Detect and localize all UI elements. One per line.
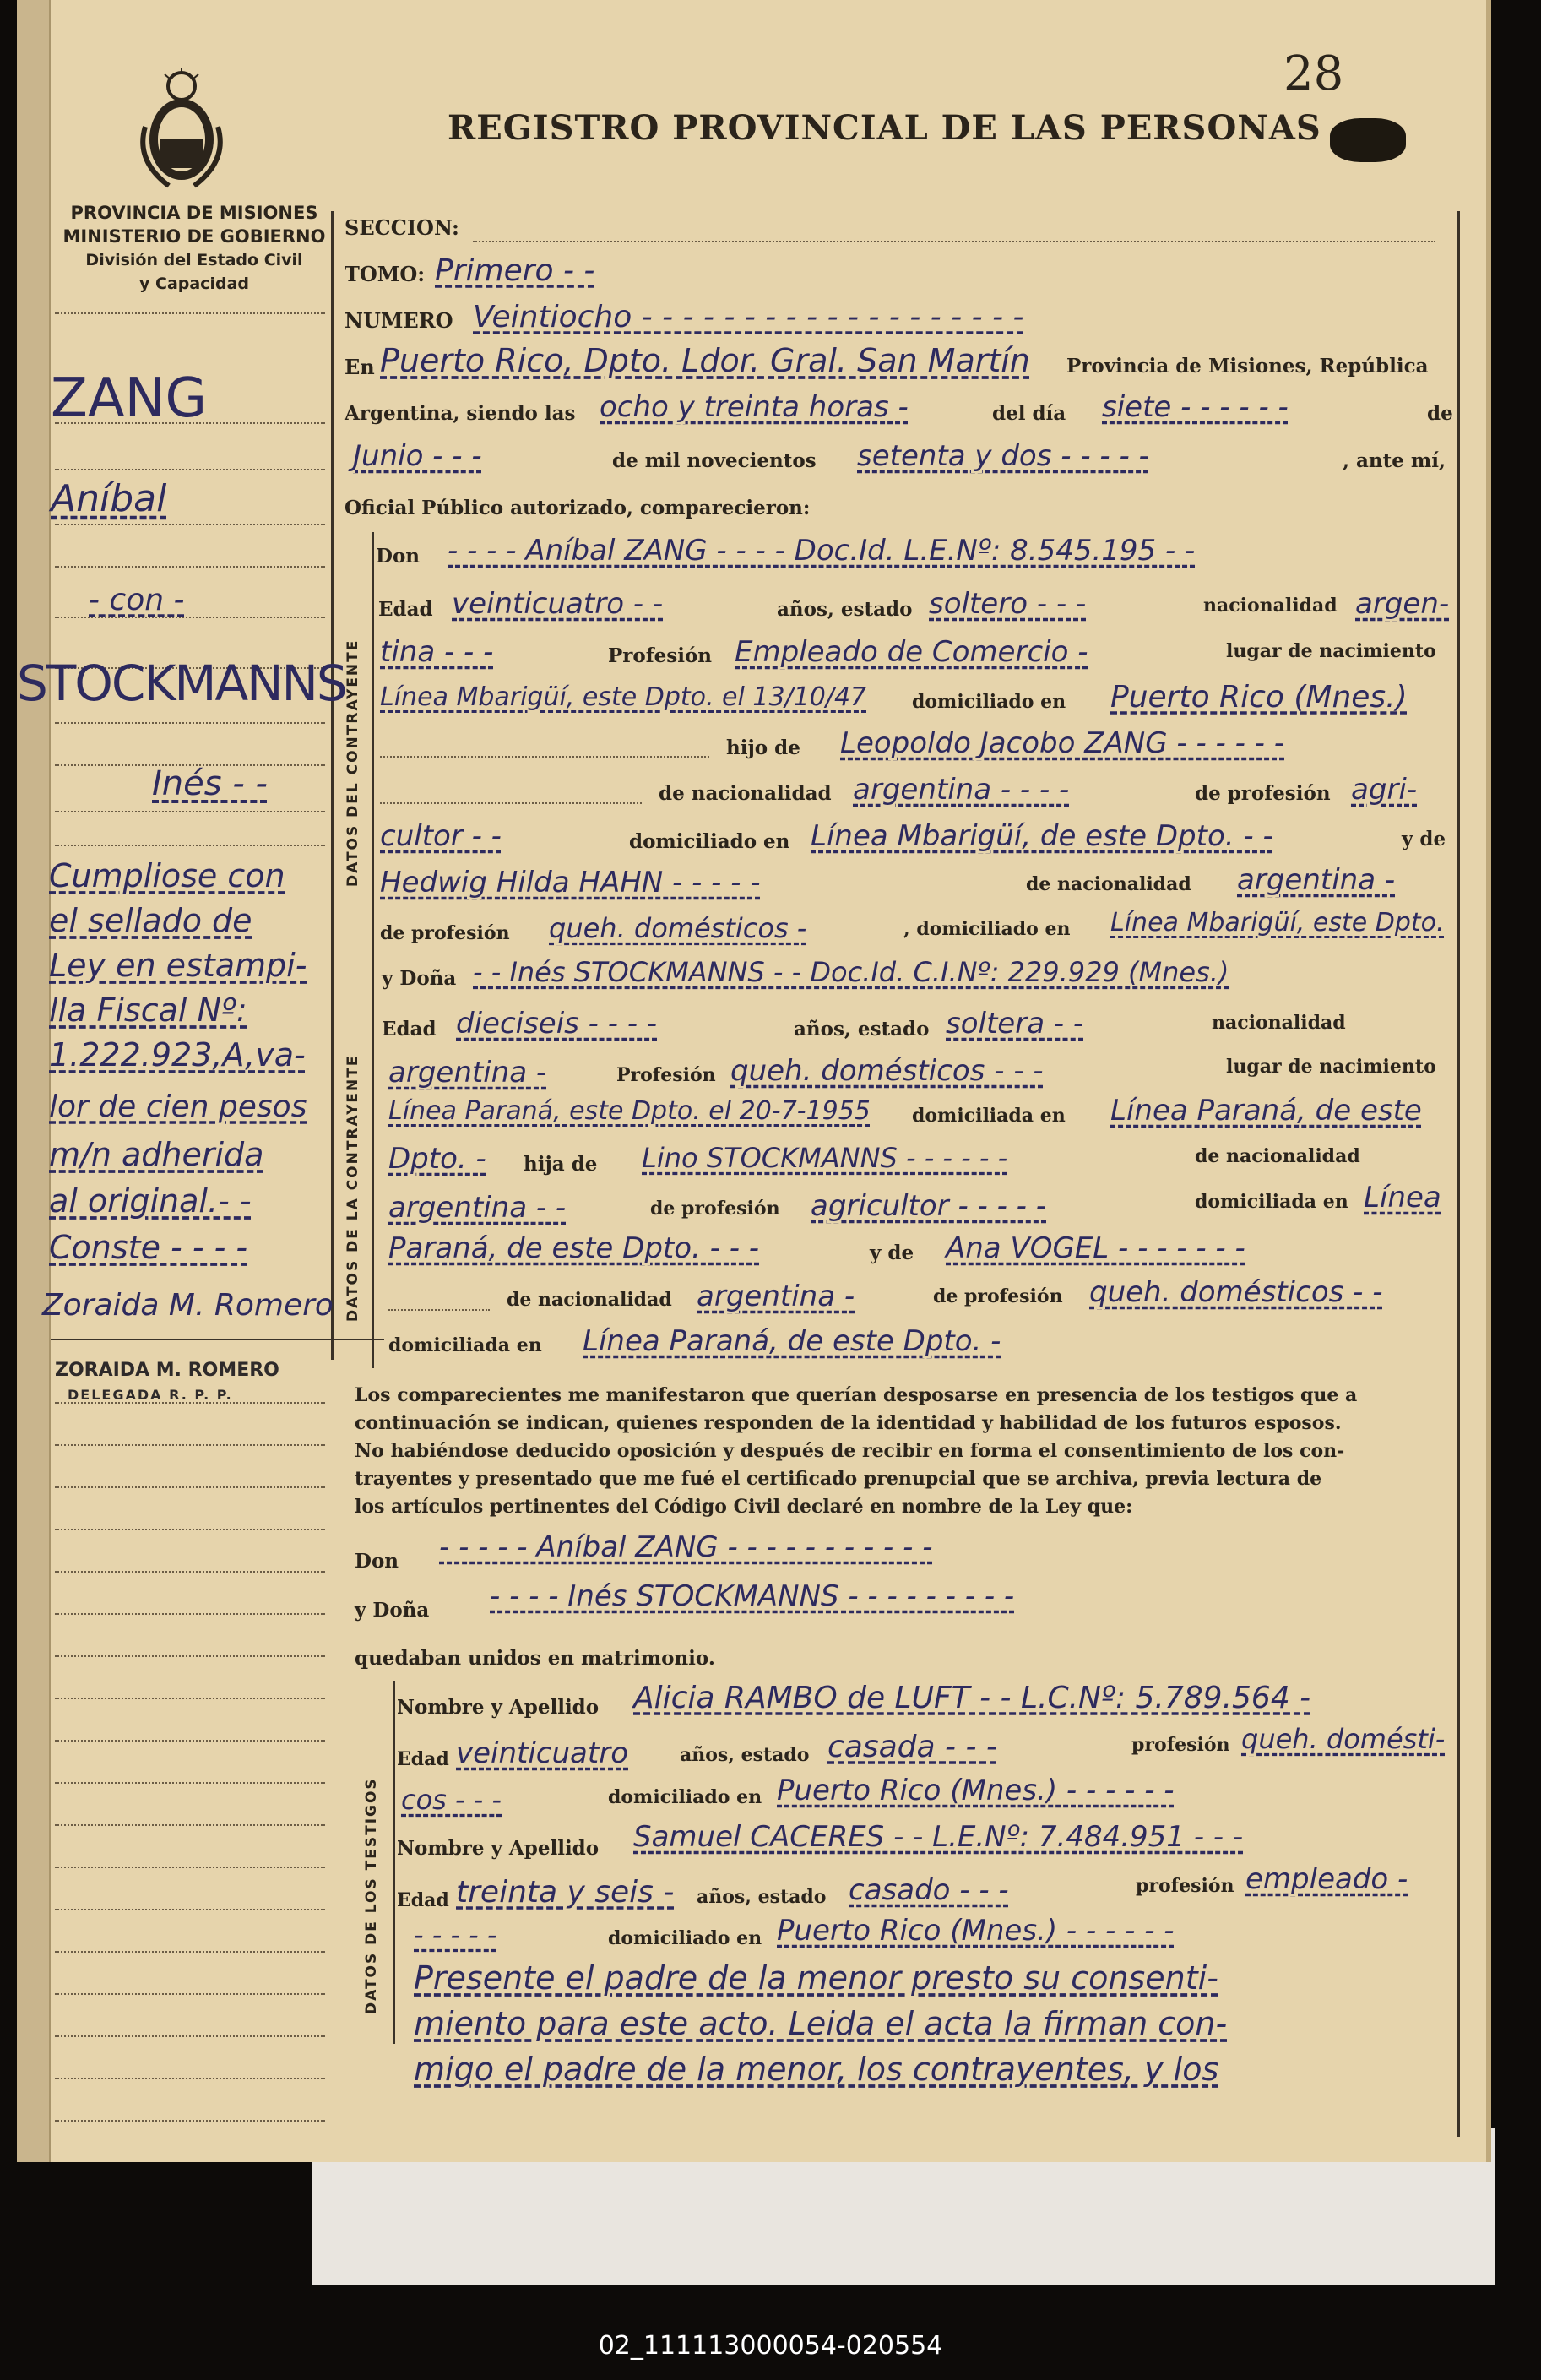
bride-mother-nac: argentina - <box>697 1280 855 1313</box>
groom-nacionalidad-cont: tina - - - <box>380 635 494 669</box>
groom-estado-label: años, estado <box>777 598 913 621</box>
bride-domiciliada: Línea Paraná, de este <box>1110 1094 1422 1128</box>
bride-lugar-nac: Línea Paraná, este Dpto. el 20-7-1955 <box>388 1096 871 1126</box>
numero-value: Veintiocho - - - - - - - - - - - - - - - - - - - <box>473 300 1024 334</box>
bride-section-label: DATOS DE LA CONTRAYENTE <box>345 1054 361 1322</box>
bride-dpto: Dpto. - <box>388 1142 486 1176</box>
w2-profesion: empleado - <box>1245 1862 1408 1896</box>
bride-nacionalidad: argentina - <box>388 1056 547 1089</box>
del-dia-label: del día <box>992 402 1066 425</box>
horas-value: ocho y treinta horas - <box>600 390 909 424</box>
w1-profesion-cont: cos - - - <box>401 1784 502 1816</box>
groom-father-prof-label: de profesión <box>1195 782 1331 805</box>
argentina-text: Argentina, siendo las <box>345 402 576 425</box>
declaration-line: los artículos pertinentes del Código Civil declaré en nombre de la Ley que: <box>355 1496 1133 1518</box>
margin-note-line: lor de cien pesos <box>49 1089 307 1124</box>
groom-mother-dom: Línea Mbarigüí, este Dpto. <box>1110 908 1445 937</box>
numero-label: NUMERO <box>345 308 453 333</box>
w2-name: Samuel CACERES - - L.E.Nº: 7.484.951 - - - <box>633 1820 1244 1854</box>
oficial-text: Oficial Público autorizado, comparecieron: <box>345 497 811 519</box>
margin-con: - con - <box>89 583 185 617</box>
margin-sig-rule <box>51 1339 384 1340</box>
declaration-line: No habiéndose deducido oposición y después de recibir en forma el consentimiento de los con- <box>355 1440 1345 1462</box>
margin-name-1: Aníbal <box>51 477 167 520</box>
bride-father-prof: agricultor - - - - - <box>811 1189 1047 1223</box>
groom-mother-prof: queh. domésticos - <box>549 912 807 944</box>
bride-mother-nac-label: de nacionalidad <box>507 1289 672 1311</box>
provincia-text: Provincia de Misiones, República <box>1066 355 1429 378</box>
ante-mi: , ante mí, <box>1343 449 1446 472</box>
margin-rule <box>331 211 334 1360</box>
groom-hijo-label: hijo de <box>726 736 800 759</box>
margin-note-line: lla Fiscal Nº: <box>49 992 247 1029</box>
w1-edad: veinticuatro <box>456 1736 628 1770</box>
w1-profesion-label: profesión <box>1131 1734 1230 1756</box>
margin-note-line: 1.222.923,A,va- <box>49 1036 306 1073</box>
groom-bracket <box>372 532 374 1005</box>
w2-domicilio: Puerto Rico (Mnes.) - - - - - - <box>777 1914 1175 1948</box>
coat-of-arms-icon <box>135 68 228 194</box>
en-label: En <box>345 355 375 379</box>
bride-mother: Ana VOGEL - - - - - - - <box>946 1231 1245 1265</box>
w1-domicilio: Puerto Rico (Mnes.) - - - - - - <box>777 1774 1175 1807</box>
witness-bracket <box>393 1681 395 2044</box>
declaration-line: continuación se indican, quienes responden de la identidad y habilidad de los futuros esposos. <box>355 1412 1342 1434</box>
w1-estado: casada - - - <box>827 1730 997 1764</box>
groom-mother-dom-label: , domiciliado en <box>903 918 1071 940</box>
margin-note-line: m/n adherida <box>49 1136 264 1173</box>
groom-domiciliado-label: domiciliado en <box>912 691 1066 713</box>
right-rule <box>1457 211 1460 2137</box>
registrar-stamp-role: DELEGADA R. P. P. <box>68 1387 233 1403</box>
binding-edge <box>17 0 51 2162</box>
groom-edad-label: Edad <box>378 598 433 621</box>
bride-profesion: queh. domésticos - - - <box>730 1054 1044 1088</box>
bride-bracket <box>372 997 374 1368</box>
bride-nacionalidad-label: nacionalidad <box>1212 1012 1346 1034</box>
ink-blot <box>1330 118 1406 162</box>
groom-father: Leopoldo Jacobo ZANG - - - - - - <box>840 726 1285 760</box>
w2-profesion-cont: - - - - - <box>414 1919 497 1951</box>
registrar-stamp-name: ZORAIDA M. ROMERO <box>55 1360 279 1381</box>
margin-note-line: el sellado de <box>49 902 252 939</box>
groom-father-dom: Línea Mbarigüí, de este Dpto. - - <box>811 819 1273 853</box>
w1-profesion: queh. domésti- <box>1241 1723 1446 1755</box>
bride-estado-label: años, estado <box>794 1018 930 1041</box>
bride-father-dom: Línea <box>1364 1181 1441 1214</box>
w2-edad: treinta y seis - <box>456 1875 675 1910</box>
mes-value: Junio - - - <box>353 439 482 473</box>
bride-mother-dom-label: domiciliada en <box>388 1334 542 1356</box>
office-header <box>42 201 346 296</box>
margin-name-2: Inés - - <box>152 764 268 803</box>
w2-edad-label: Edad <box>397 1889 449 1911</box>
w2-profesion-label: profesión <box>1136 1875 1234 1897</box>
w1-edad-label: Edad <box>397 1748 449 1770</box>
division-name: División del Estado Civil <box>85 251 303 269</box>
declaration-dona-label: y Doña <box>355 1599 430 1622</box>
bride-de-prof-label: de profesión <box>650 1198 780 1220</box>
groom-name: - - - - Aníbal ZANG - - - - Doc.Id. L.E.Nº: 8.545.195 - - <box>448 534 1196 568</box>
seccion-label: SECCION: <box>345 215 459 240</box>
declaration-line: trayentes y presentado que me fué el certificado prenupcial que se archiva, previa lectura de <box>355 1468 1322 1490</box>
declaration-dona: - - - - Inés STOCKMANNS - - - - - - - - - <box>490 1579 1015 1613</box>
declaration-closing: quedaban unidos en matrimonio. <box>355 1647 715 1670</box>
bride-mother-prof-label: de profesión <box>933 1285 1063 1307</box>
groom-section-label: DATOS DEL CONTRAYENTE <box>345 638 361 887</box>
bride-y-de-label: y de <box>870 1242 914 1264</box>
bride-mother-prof: queh. domésticos - - <box>1089 1275 1383 1309</box>
bride-father-dom-cont: Paraná, de este Dpto. - - - <box>388 1231 760 1265</box>
groom-nacionalidad-label: nacionalidad <box>1203 595 1338 617</box>
de-mil-label: de mil novecientos <box>612 449 817 472</box>
registrar-signature: Zoraida M. Romero <box>42 1288 334 1323</box>
bride-edad: dieciseis - - - - <box>456 1007 658 1041</box>
margin-note-line: Conste - - - - <box>49 1229 248 1266</box>
groom-estado: soltero - - - <box>929 587 1087 621</box>
bride-domiciliada-label: domiciliada en <box>912 1105 1066 1127</box>
w2-domiciliado-label: domiciliado en <box>608 1927 762 1949</box>
anio-value: setenta y dos - - - - - <box>857 439 1149 473</box>
groom-edad: veinticuatro - - <box>452 587 664 621</box>
w2-estado-label: años, estado <box>697 1886 827 1908</box>
province-name: PROVINCIA DE MISIONES <box>70 203 318 223</box>
page-number: 28 <box>1283 46 1344 101</box>
declaration-line: Los comparecientes me manifestaron que querían desposarse en presencia de los testigos que a <box>355 1384 1358 1406</box>
groom-domiciliado: Puerto Rico (Mnes.) <box>1110 680 1408 715</box>
groom-don-label: Don <box>376 545 421 568</box>
bride-lugar-nac-label: lugar de nacimiento <box>1226 1056 1436 1078</box>
bride-estado: soltera - - <box>946 1007 1084 1041</box>
groom-father-nac: argentina - - - - <box>853 773 1070 807</box>
margin-surname-2: STOCKMANNS <box>17 655 346 712</box>
margin-note-line: Ley en estampi- <box>49 947 307 984</box>
bride-edad-label: Edad <box>382 1018 437 1041</box>
groom-profesion: Empleado de Comercio - <box>735 635 1088 669</box>
register-page <box>17 0 1491 2162</box>
groom-mother-prof-label: de profesión <box>380 922 510 944</box>
bride-father: Lino STOCKMANNS - - - - - - <box>642 1142 1008 1174</box>
groom-father-prof: agri- <box>1351 773 1418 807</box>
ministry-name: MINISTERIO DE GOBIERNO <box>62 226 326 247</box>
en-value: Puerto Rico, Dpto. Ldor. Gral. San Martín <box>380 342 1030 379</box>
margin-note-line: Cumpliose con <box>49 857 285 894</box>
tomo-label: TOMO: <box>345 262 426 286</box>
groom-mother-nac: argentina - <box>1237 863 1396 897</box>
w1-estado-label: años, estado <box>680 1744 810 1766</box>
bride-profesion-label: Profesión <box>616 1064 716 1086</box>
division-name-2: y Capacidad <box>139 274 249 293</box>
bride-dona-label: y Doña <box>382 967 457 990</box>
groom-profesion-label: Profesión <box>608 644 713 667</box>
witness-section-label: DATOS DE LOS TESTIGOS <box>363 1777 380 2014</box>
w1-name: Alicia RAMBO de LUFT - - L.C.Nº: 5.789.564 - <box>633 1681 1311 1715</box>
w1-nombre-label: Nombre y Apellido <box>397 1696 600 1719</box>
image-caption: 02_111113000054-020554 <box>598 2331 943 2361</box>
groom-y-de-label: y de <box>1402 828 1446 850</box>
declaration-text <box>355 1382 1461 1521</box>
groom-mother-nac-label: de nacionalidad <box>1026 873 1191 895</box>
margin-surname-1: ZANG <box>51 367 208 430</box>
margin-note-line: al original.- - <box>49 1182 252 1220</box>
declaration-don: - - - - - Aníbal ZANG - - - - - - - - - - - <box>439 1530 933 1564</box>
groom-father-dom-label: domiciliado en <box>629 830 790 853</box>
groom-father-nac-label: de nacionalidad <box>659 782 832 805</box>
notes-line: migo el padre de la menor, los contrayentes, y los <box>414 2051 1219 2088</box>
de-label: de <box>1427 402 1453 425</box>
bride-hija-label: hija de <box>524 1153 598 1176</box>
w2-estado: casado - - - <box>849 1873 1009 1907</box>
bride-name: - - Inés STOCKMANNS - - Doc.Id. C.I.Nº: 229.929 (Mnes.) <box>473 956 1229 988</box>
w1-domiciliado-label: domiciliado en <box>608 1786 762 1808</box>
groom-mother: Hedwig Hilda HAHN - - - - - <box>380 866 761 899</box>
bride-de-nac-label: de nacionalidad <box>1195 1145 1360 1167</box>
w2-nombre-label: Nombre y Apellido <box>397 1837 600 1860</box>
bride-mother-dom: Línea Paraná, de este Dpto. - <box>583 1324 1001 1358</box>
groom-father-prof-cont: cultor - - <box>380 819 502 853</box>
notes-line: Presente el padre de la menor presto su consenti- <box>414 1959 1218 1997</box>
notes-line: miento para este acto. Leida el acta la firman con- <box>414 2005 1228 2042</box>
dia-value: siete - - - - - - <box>1102 390 1289 424</box>
groom-nacionalidad: argen- <box>1355 587 1450 621</box>
page-title: REGISTRO PROVINCIAL DE LAS PERSONAS <box>448 108 1321 148</box>
groom-lugar-nac-label: lugar de nacimiento <box>1226 640 1436 662</box>
bride-father-nac: argentina - - <box>388 1191 567 1225</box>
tomo-value: Primero - - <box>435 253 595 288</box>
groom-lugar-nac: Línea Mbarigüí, este Dpto. el 13/10/47 <box>380 682 867 712</box>
bride-father-dom-label: domiciliada en <box>1195 1191 1348 1213</box>
declaration-don-label: Don <box>355 1550 399 1573</box>
